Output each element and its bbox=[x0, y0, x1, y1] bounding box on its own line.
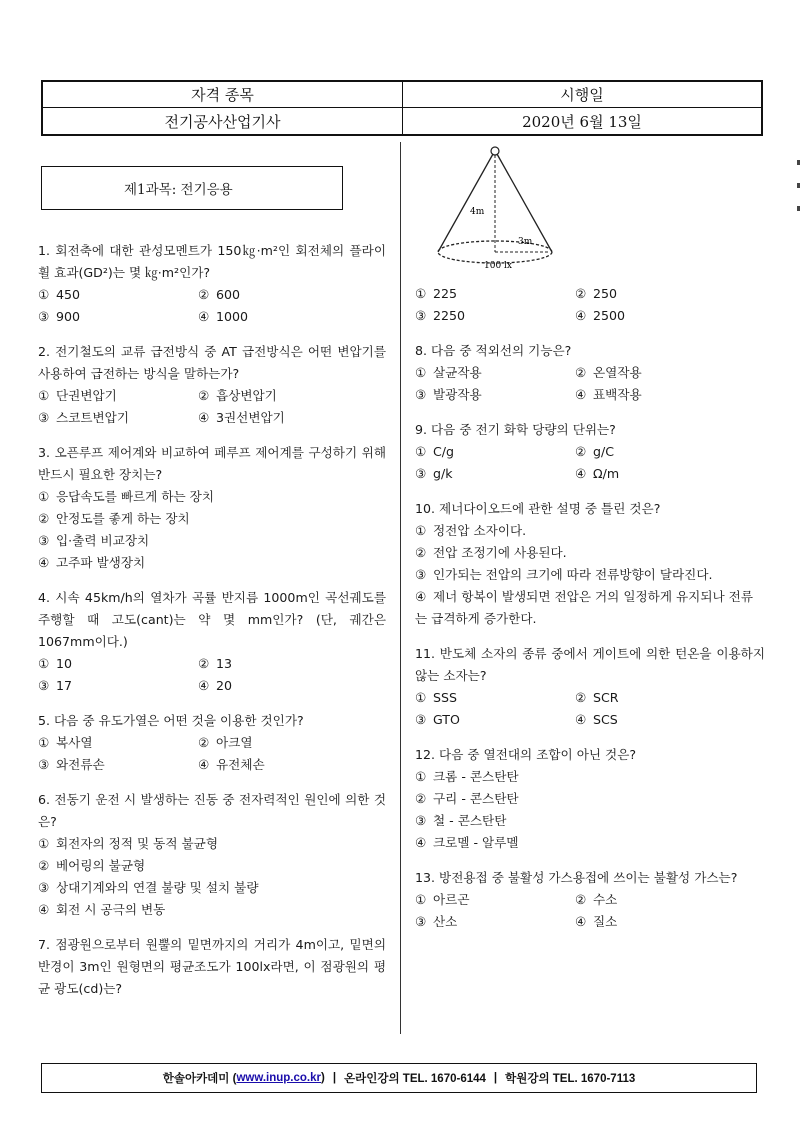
answer-option[interactable] bbox=[415, 687, 575, 709]
option-label: 13 bbox=[216, 656, 233, 671]
option-label: 철 - 콘스탄탄 bbox=[433, 813, 507, 828]
answer-options bbox=[38, 284, 386, 328]
right-column bbox=[415, 283, 765, 946]
option-marker: ④ bbox=[575, 387, 587, 402]
answer-option[interactable] bbox=[415, 586, 765, 630]
option-label: C/g bbox=[433, 444, 455, 459]
option-marker: ④ bbox=[575, 712, 587, 727]
answer-option[interactable] bbox=[575, 709, 765, 731]
option-label: 수소 bbox=[593, 892, 618, 907]
answer-option[interactable] bbox=[415, 283, 575, 305]
question-text: 2. 전기철도의 교류 급전방식 중 AT 급전방식은 어떤 변압기를 사용하여 급전하는 방식을 말하는가? bbox=[38, 344, 386, 381]
question-text: 13. 방전용접 중 불활성 가스용접에 쓰이는 불활성 가스는? bbox=[415, 870, 738, 885]
point-light-source bbox=[491, 147, 499, 155]
question-text: 5. 다음 중 유도가열은 어떤 것을 이용한 것인가? bbox=[38, 713, 304, 728]
question-item bbox=[38, 710, 386, 776]
question-item bbox=[415, 283, 765, 327]
option-marker: ③ bbox=[38, 309, 50, 324]
answer-option[interactable] bbox=[415, 520, 765, 542]
answer-option[interactable] bbox=[198, 653, 386, 675]
option-label: 입·출력 비교장치 bbox=[56, 533, 150, 548]
option-marker: ③ bbox=[38, 410, 50, 425]
option-marker: ① bbox=[415, 365, 427, 380]
lux-label: 100 lx bbox=[484, 261, 512, 271]
answer-option[interactable] bbox=[38, 675, 198, 697]
answer-options bbox=[415, 283, 765, 327]
answer-option[interactable] bbox=[415, 305, 575, 327]
answer-option[interactable] bbox=[415, 709, 575, 731]
option-label: SSS bbox=[433, 690, 457, 705]
cone-side-left bbox=[438, 154, 493, 252]
option-marker: ② bbox=[575, 365, 587, 380]
option-marker: ③ bbox=[38, 880, 50, 895]
exam-date-label: 시행일 bbox=[403, 82, 761, 108]
answer-option[interactable] bbox=[38, 877, 386, 899]
option-label: GTO bbox=[433, 712, 460, 727]
option-label: 복사열 bbox=[56, 735, 93, 750]
option-marker: ④ bbox=[198, 678, 210, 693]
option-marker: ② bbox=[198, 656, 210, 671]
question-item bbox=[415, 643, 765, 731]
option-label: 900 bbox=[56, 309, 81, 324]
option-label: 20 bbox=[216, 678, 233, 693]
answer-option[interactable] bbox=[575, 687, 765, 709]
question-text: 7. 점광원으로부터 원뿔의 밑면까지의 거리가 4m이고, 밑면의 반경이 3m인 원형면의 평균조도가 100lx라면, 이 점광원의 평균 광도(cd)는? bbox=[38, 937, 386, 996]
answer-option[interactable] bbox=[415, 362, 575, 384]
option-label: 응답속도를 빠르게 하는 장치 bbox=[56, 489, 214, 504]
option-label: 스코트변압기 bbox=[56, 410, 129, 425]
answer-option[interactable] bbox=[38, 833, 386, 855]
question-item bbox=[415, 744, 765, 854]
option-label: g/k bbox=[433, 466, 453, 481]
answer-option[interactable] bbox=[38, 754, 198, 776]
option-label: SCS bbox=[593, 712, 618, 727]
answer-option[interactable] bbox=[198, 407, 386, 429]
option-label: 450 bbox=[56, 287, 81, 302]
answer-option[interactable] bbox=[415, 564, 765, 586]
left-column bbox=[38, 240, 386, 1013]
option-marker: ② bbox=[575, 444, 587, 459]
question-text: 4. 시속 45km/h의 열차가 곡률 반지름 1000m인 곡선궤도를 주행할 때 고도(cant)는 약 몇 mm인가? (단, 궤간은 1067mm이다.) bbox=[38, 590, 386, 649]
answer-option[interactable] bbox=[575, 283, 765, 305]
option-label: SCR bbox=[593, 690, 619, 705]
answer-option[interactable] bbox=[415, 441, 575, 463]
footer-separator: | bbox=[493, 1072, 498, 1084]
answer-option[interactable] bbox=[198, 284, 386, 306]
answer-option[interactable] bbox=[38, 899, 386, 921]
exam-date-value: 2020년 6월 13일 bbox=[522, 112, 642, 131]
option-label: 아르곤 bbox=[433, 892, 470, 907]
option-label: 흡상변압기 bbox=[216, 388, 277, 403]
answer-option[interactable] bbox=[198, 385, 386, 407]
option-marker: ① bbox=[415, 892, 427, 907]
option-marker: ④ bbox=[38, 902, 50, 917]
option-label: 살균작용 bbox=[433, 365, 482, 380]
option-marker: ④ bbox=[38, 555, 50, 570]
answer-options bbox=[38, 833, 386, 921]
answer-option[interactable] bbox=[198, 675, 386, 697]
option-marker: ① bbox=[38, 735, 50, 750]
footer-website-link[interactable]: www.inup.co.kr bbox=[236, 1072, 321, 1084]
option-label: 17 bbox=[56, 678, 73, 693]
option-label: 아크열 bbox=[216, 735, 253, 750]
option-marker: ② bbox=[415, 791, 427, 806]
option-label: 와전류손 bbox=[56, 757, 105, 772]
question-item bbox=[415, 498, 765, 630]
option-marker: ③ bbox=[38, 757, 50, 772]
answer-options bbox=[415, 441, 765, 485]
question-item bbox=[38, 240, 386, 328]
option-label: 질소 bbox=[593, 914, 618, 929]
option-marker: ③ bbox=[415, 567, 427, 582]
option-marker: ① bbox=[415, 523, 427, 538]
option-label: 온열작용 bbox=[593, 365, 642, 380]
question-item bbox=[415, 419, 765, 485]
answer-option[interactable] bbox=[415, 766, 765, 788]
option-label: 안정도를 좋게 하는 장치 bbox=[56, 511, 190, 526]
option-label: 회전 시 공극의 변동 bbox=[56, 902, 166, 917]
option-marker: ① bbox=[38, 287, 50, 302]
option-label: 2500 bbox=[593, 308, 626, 323]
answer-options bbox=[38, 732, 386, 776]
option-label: 유전체손 bbox=[216, 757, 265, 772]
exam-type-label: 자격 종목 bbox=[43, 82, 403, 108]
answer-option[interactable] bbox=[198, 754, 386, 776]
option-marker: ③ bbox=[38, 678, 50, 693]
footer-academy: 한솔아카데미 ( bbox=[162, 1073, 237, 1085]
answer-option[interactable] bbox=[38, 508, 386, 530]
answer-option[interactable] bbox=[415, 832, 765, 854]
answer-option[interactable] bbox=[38, 552, 386, 574]
option-marker: ② bbox=[198, 735, 210, 750]
cone-diagram bbox=[432, 142, 562, 272]
option-marker: ④ bbox=[198, 309, 210, 324]
option-marker: ④ bbox=[198, 757, 210, 772]
option-label: 크롬 - 콘스탄탄 bbox=[433, 769, 519, 784]
option-marker: ① bbox=[415, 690, 427, 705]
answer-option[interactable] bbox=[38, 855, 386, 877]
question-text: 3. 오픈루프 제어계와 비교하여 페루프 제어계를 구성하기 위해 반드시 필요한 장치는? bbox=[38, 445, 386, 482]
answer-options bbox=[415, 687, 765, 731]
option-label: 산소 bbox=[433, 914, 458, 929]
question-item bbox=[38, 341, 386, 429]
option-marker: ③ bbox=[415, 308, 427, 323]
option-label: 베어링의 불균형 bbox=[56, 858, 146, 873]
answer-option[interactable] bbox=[38, 530, 386, 552]
answer-option[interactable] bbox=[575, 441, 765, 463]
option-label: 225 bbox=[433, 286, 458, 301]
option-marker: ① bbox=[38, 836, 50, 851]
option-marker: ② bbox=[415, 545, 427, 560]
answer-option[interactable] bbox=[38, 486, 386, 508]
answer-options bbox=[415, 889, 765, 933]
footer-separator: | bbox=[332, 1072, 337, 1084]
option-marker: ④ bbox=[575, 914, 587, 929]
option-marker: ④ bbox=[415, 835, 427, 850]
option-marker: ② bbox=[575, 690, 587, 705]
column-divider bbox=[400, 142, 401, 1034]
answer-option[interactable] bbox=[575, 305, 765, 327]
answer-option[interactable] bbox=[415, 542, 765, 564]
answer-option[interactable] bbox=[198, 732, 386, 754]
answer-option[interactable] bbox=[575, 889, 765, 911]
footer-paren: ) bbox=[321, 1072, 325, 1084]
footer-offline-tel: 학원강의 TEL. 1670-7113 bbox=[505, 1073, 636, 1085]
answer-option[interactable] bbox=[198, 306, 386, 328]
option-marker: ④ bbox=[575, 308, 587, 323]
option-marker: ④ bbox=[575, 466, 587, 481]
option-marker: ① bbox=[38, 656, 50, 671]
option-marker: ① bbox=[415, 286, 427, 301]
question-item bbox=[415, 340, 765, 406]
option-marker: ③ bbox=[415, 914, 427, 929]
option-marker: ④ bbox=[198, 410, 210, 425]
option-marker: ① bbox=[38, 489, 50, 504]
option-label: 정전압 소자이다. bbox=[433, 523, 527, 538]
option-label: 상대기계와의 연결 불량 및 설치 불량 bbox=[56, 880, 259, 895]
answer-option[interactable] bbox=[415, 463, 575, 485]
option-label: g/C bbox=[593, 444, 615, 459]
option-label: 제너 항복이 발생되면 전압은 거의 일정하게 유지되나 전류는 급격하게 증가한다. bbox=[415, 589, 753, 626]
option-label: 3권선변압기 bbox=[216, 410, 285, 425]
option-label: 고주파 발생장치 bbox=[56, 555, 146, 570]
answer-option[interactable] bbox=[415, 384, 575, 406]
option-marker: ④ bbox=[415, 589, 427, 604]
answer-option[interactable] bbox=[575, 463, 765, 485]
answer-option[interactable] bbox=[575, 362, 765, 384]
question-text: 8. 다음 중 적외선의 기능은? bbox=[415, 343, 572, 358]
option-label: 크로멜 - 알루멜 bbox=[433, 835, 519, 850]
option-marker: ② bbox=[38, 858, 50, 873]
answer-option[interactable] bbox=[38, 732, 198, 754]
answer-option[interactable] bbox=[575, 384, 765, 406]
answer-option[interactable] bbox=[575, 911, 765, 933]
question-text: 11. 반도체 소자의 종류 중에서 게이트에 의한 턴온을 이용하지 않는 소자는? bbox=[415, 646, 765, 683]
option-marker: ① bbox=[415, 769, 427, 784]
exam-type-value: 전기공사산업기사 bbox=[43, 108, 403, 134]
option-marker: ① bbox=[38, 388, 50, 403]
question-item bbox=[415, 867, 765, 933]
exam-info-table bbox=[41, 80, 763, 136]
option-label: 2250 bbox=[433, 308, 466, 323]
option-marker: ② bbox=[38, 511, 50, 526]
answer-options bbox=[415, 362, 765, 406]
option-marker: ② bbox=[575, 286, 587, 301]
answer-options bbox=[38, 486, 386, 574]
option-label: 250 bbox=[593, 286, 618, 301]
answer-option[interactable] bbox=[38, 284, 198, 306]
option-marker: ③ bbox=[415, 813, 427, 828]
answer-options bbox=[38, 653, 386, 697]
footer bbox=[41, 1063, 757, 1093]
question-item bbox=[38, 442, 386, 574]
option-marker: ③ bbox=[415, 387, 427, 402]
answer-option[interactable] bbox=[415, 889, 575, 911]
question-text: 9. 다음 중 전기 화학 당량의 단위는? bbox=[415, 422, 616, 437]
answer-options bbox=[415, 766, 765, 854]
option-label: 10 bbox=[56, 656, 73, 671]
question-item bbox=[38, 789, 386, 921]
option-marker: ③ bbox=[415, 466, 427, 481]
question-item bbox=[38, 587, 386, 697]
option-label: 구리 - 콘스탄탄 bbox=[433, 791, 519, 806]
footer-online-tel: 온라인강의 TEL. 1670-6144 bbox=[344, 1073, 486, 1085]
question-item bbox=[38, 934, 386, 1000]
answer-options bbox=[38, 385, 386, 429]
option-label: 발광작용 bbox=[433, 387, 482, 402]
answer-option[interactable] bbox=[38, 385, 198, 407]
question-text: 12. 다음 중 열전대의 조합이 아닌 것은? bbox=[415, 747, 637, 762]
question-text: 10. 제너다이오드에 관한 설명 중 틀린 것은? bbox=[415, 501, 661, 516]
question-text: 1. 회전축에 대한 관성모멘트가 150㎏·m²인 회전체의 플라이휠 효과(GD²)는 몇 ㎏·m²인가? bbox=[38, 243, 386, 280]
option-marker: ② bbox=[198, 287, 210, 302]
answer-option[interactable] bbox=[38, 407, 198, 429]
option-label: Ω/m bbox=[593, 466, 620, 481]
option-label: 단권변압기 bbox=[56, 388, 117, 403]
question-text: 6. 전동기 운전 시 발생하는 진동 중 전자력적인 원인에 의한 것은? bbox=[38, 792, 386, 829]
option-marker: ③ bbox=[38, 533, 50, 548]
answer-option[interactable] bbox=[38, 653, 198, 675]
option-marker: ③ bbox=[415, 712, 427, 727]
option-label: 회전자의 정적 및 동적 불균형 bbox=[56, 836, 218, 851]
option-marker: ① bbox=[415, 444, 427, 459]
option-label: 표백작용 bbox=[593, 387, 642, 402]
option-marker: ② bbox=[198, 388, 210, 403]
radius-label: 3m bbox=[518, 237, 533, 247]
answer-options bbox=[415, 520, 765, 630]
answer-option[interactable] bbox=[38, 306, 198, 328]
answer-option[interactable] bbox=[415, 810, 765, 832]
option-label: 인가되는 전압의 크기에 따라 전류방향이 달라진다. bbox=[433, 567, 713, 582]
answer-option[interactable] bbox=[415, 788, 765, 810]
option-label: 1000 bbox=[216, 309, 249, 324]
answer-option[interactable] bbox=[415, 911, 575, 933]
option-label: 600 bbox=[216, 287, 241, 302]
subject-box: 제1과목: 전기응용 bbox=[41, 166, 343, 210]
height-label: 4m bbox=[470, 207, 485, 217]
option-label: 전압 조정기에 사용된다. bbox=[433, 545, 567, 560]
option-marker: ② bbox=[575, 892, 587, 907]
